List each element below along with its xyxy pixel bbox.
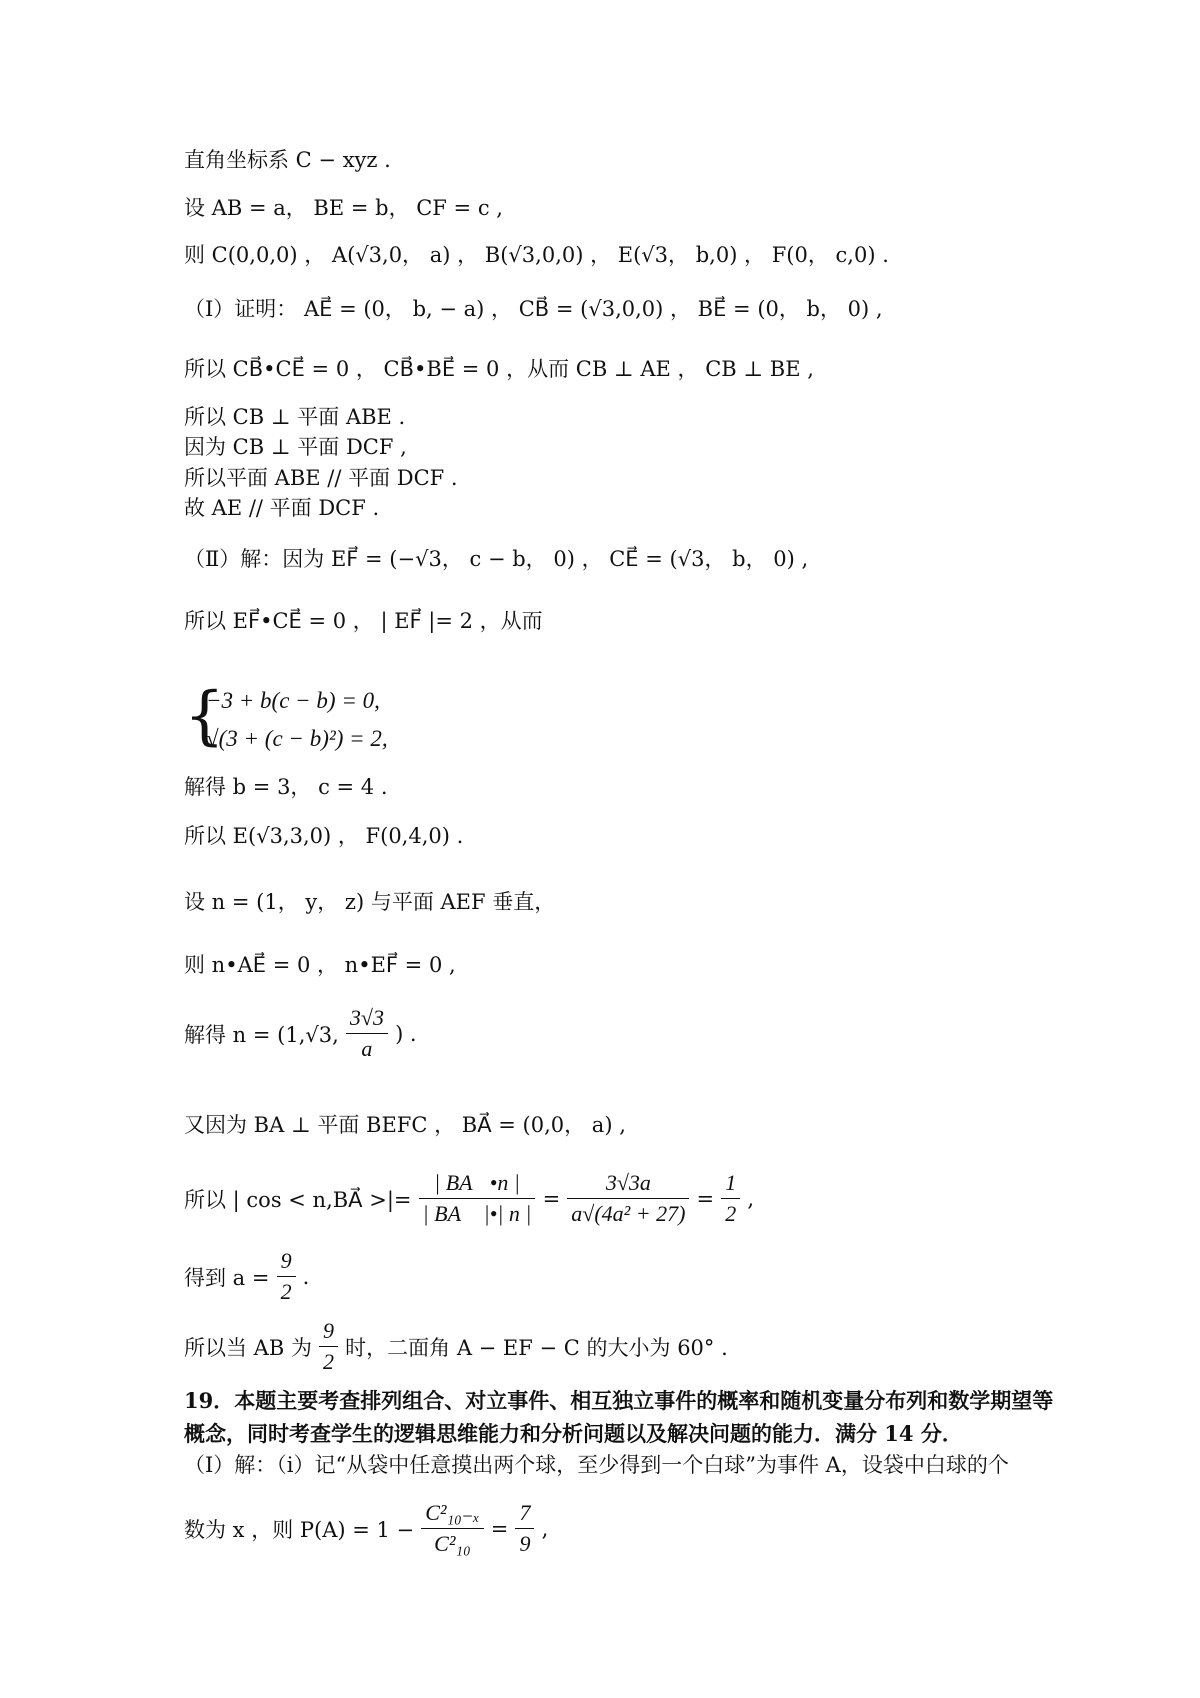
- fraction-numerator: 9: [319, 1318, 338, 1347]
- fraction-denominator: a√(4a² + 27): [571, 1201, 686, 1226]
- fraction-numerator: 3√3: [346, 1005, 388, 1034]
- text-line: 所以 CB⃗•CE⃗ = 0 ， CB⃗•BE⃗ = 0 ，从而 CB ⊥ AE ， CB ⊥ BE ,: [184, 357, 814, 381]
- formula-line: [184, 1500, 548, 1557]
- text-line: 所以 EF⃗•CE⃗ = 0 ， | EF⃗ |= 2 ，从而: [184, 609, 543, 633]
- fraction-numerator: C²₁₀₋ₓ: [421, 1500, 483, 1529]
- fraction-denominator: a: [361, 1036, 373, 1061]
- fraction-denominator: | BA⃗ |•| n |: [422, 1201, 532, 1226]
- fraction: [721, 1170, 740, 1227]
- text-line: 解得 b = 3， c = 4 .: [184, 775, 388, 799]
- text-line: 设 n = (1， y， z) 与平面 AEF 垂直，: [184, 890, 556, 914]
- formula-text: ) .: [395, 1021, 417, 1046]
- text-line: 则 n•AE⃗ = 0 ， n•EF⃗ = 0 ,: [184, 953, 456, 977]
- section-heading: 19．本题主要考查排列组合、对立事件、相互独立事件的概率和随机变量分布列和数学期望等: [184, 1388, 1054, 1413]
- formula-text: 时，二面角 A − EF − C 的大小为 60° .: [345, 1335, 728, 1360]
- text-line: 所以平面 ABE // 平面 DCF .: [184, 466, 458, 490]
- text-line: 所以 E(√3,3,0) ， F(0,4,0) .: [184, 824, 464, 848]
- formula-line: [184, 1005, 417, 1062]
- fraction: [277, 1248, 296, 1305]
- formula-line: [184, 1248, 309, 1305]
- formula-text: ,: [541, 1516, 549, 1541]
- text-line: 所以 CB ⊥ 平面 ABE .: [184, 405, 406, 429]
- fraction: [319, 1318, 338, 1375]
- equation-row: √(3 + (c − b)²) = 2,: [206, 726, 388, 751]
- text-line: 直角坐标系 C − xyz .: [184, 148, 391, 172]
- fraction-denominator: 2: [725, 1201, 737, 1226]
- formula-text: 所以当 AB 为: [184, 1335, 312, 1360]
- fraction-numerator: 9: [277, 1248, 296, 1277]
- text-line: 设 AB = a， BE = b， CF = c ,: [184, 196, 503, 220]
- text-line: 因为 CB ⊥ 平面 DCF ,: [184, 435, 407, 459]
- formula-text: =: [542, 1186, 561, 1211]
- formula-text: 解得 n = (1,√3,: [184, 1022, 339, 1047]
- formula-text: .: [302, 1264, 310, 1289]
- text-line: 则 C(0,0,0) ， A(√3,0， a) ， B(√3,0,0) ， E(√3， b,0) ， F(0， c,0) .: [184, 243, 889, 267]
- formula-text: 得到 a =: [184, 1265, 270, 1290]
- text-line: （Ⅱ）解：因为 EF⃗ = (−√3， c − b， 0) ， CE⃗ = (√3， b， 0) ,: [184, 547, 809, 571]
- brace-icon: {: [184, 679, 225, 753]
- formula-text: =: [696, 1186, 715, 1211]
- fraction: [346, 1005, 388, 1062]
- fraction: [515, 1500, 534, 1557]
- fraction-numerator: 1: [721, 1170, 740, 1199]
- fraction: [567, 1170, 689, 1227]
- section-heading: 概念，同时考查学生的逻辑思维能力和分析问题以及解决问题的能力．满分 14 分．: [184, 1421, 963, 1446]
- fraction-denominator: 9: [519, 1531, 531, 1556]
- formula-line: [184, 1318, 728, 1375]
- formula-text: 所以 | cos < n,BA⃗ >|=: [184, 1187, 412, 1212]
- formula-text: ,: [747, 1186, 755, 1211]
- formula-text: =: [490, 1516, 509, 1541]
- formula-text: 数为 x ，则 P(A) = 1 −: [184, 1517, 415, 1542]
- fraction-numerator: 3√3a: [567, 1170, 689, 1199]
- fraction-denominator: 2: [280, 1279, 292, 1304]
- fraction: [419, 1170, 536, 1227]
- text-line: 故 AE // 平面 DCF .: [184, 496, 380, 520]
- text-line: （Ⅰ）解：（i）记“从袋中任意摸出两个球，至少得到一个白球”为事件 A，设袋中白球的个: [184, 1453, 1009, 1477]
- fraction: [421, 1500, 483, 1557]
- equation-row: −3 + b(c − b) = 0,: [206, 688, 380, 713]
- fraction-denominator: 2: [323, 1349, 335, 1374]
- formula-line: [184, 1170, 754, 1227]
- fraction-denominator: C²₁₀: [434, 1531, 471, 1556]
- text-line: （Ⅰ）证明： AE⃗ = (0， b, − a) ， CB⃗ = (√3,0,0) ， BE⃗ = (0， b， 0) ,: [184, 297, 883, 321]
- fraction-numerator: 7: [515, 1500, 534, 1529]
- fraction-numerator: | BA⃗•n |: [419, 1170, 536, 1199]
- text-line: 又因为 BA ⊥ 平面 BEFC ， BA⃗ = (0,0， a) ,: [184, 1113, 626, 1137]
